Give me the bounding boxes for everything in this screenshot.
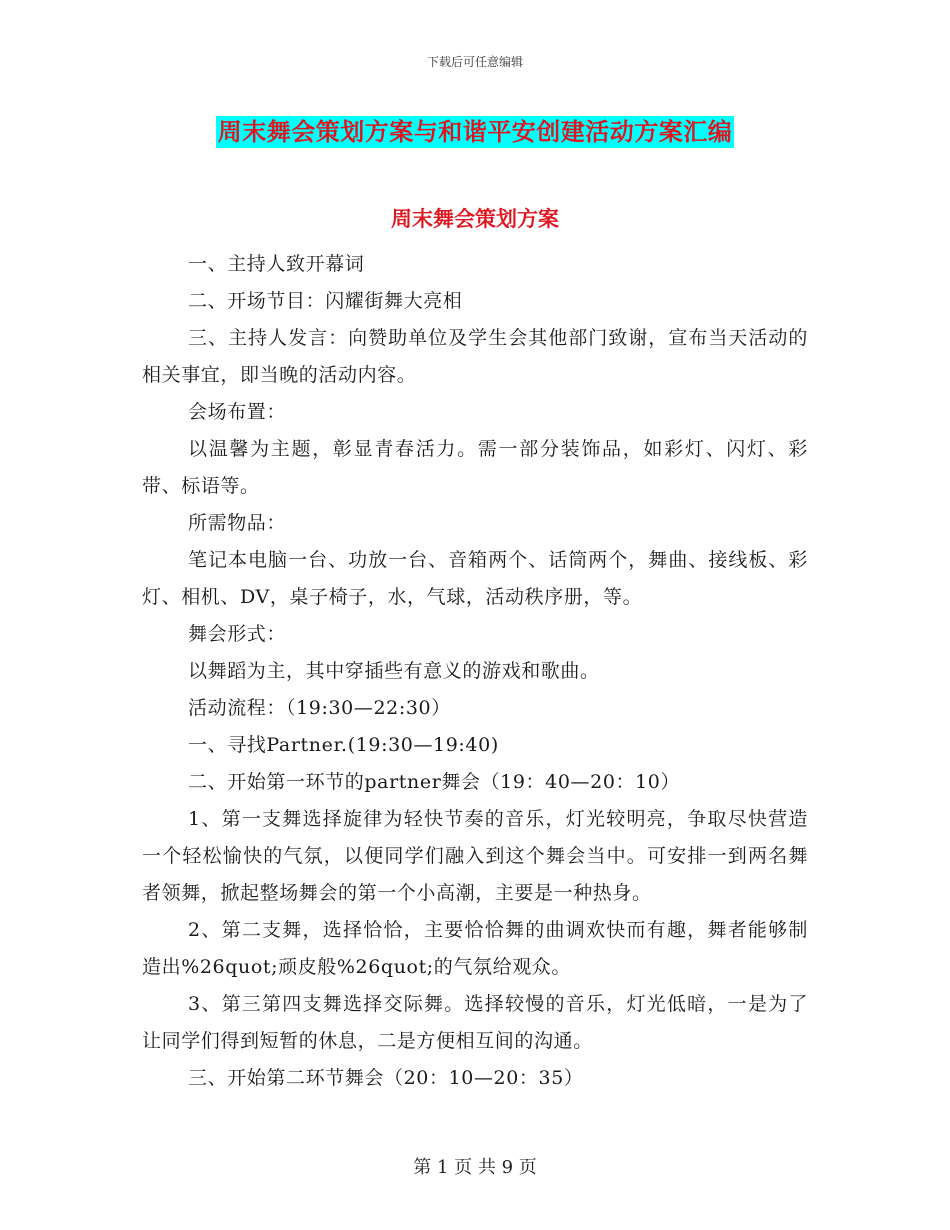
page-footer: 第 1 页 共 9 页 xyxy=(413,1157,537,1178)
paragraph: 二、开场节目：闪耀街舞大亮相 xyxy=(188,290,463,312)
paragraph: 笔记本电脑一台、功放一台、音箱两个、话筒两个，舞曲、接线板、彩灯、相机、DV，桌子椅子，水，气球，活动秩序册，等。 xyxy=(142,549,808,608)
paragraph: 二、开始第一环节的partner舞会（19：40—20：10） xyxy=(188,771,681,793)
paragraph: 所需物品： xyxy=(188,512,287,534)
page-header: 下载后可任意编辑 xyxy=(426,55,523,69)
paragraph: 2、第二支舞，选择恰恰，主要恰恰舞的曲调欢快而有趣，舞者能够制造出%26quot;顽皮般%26quot;的气氛给观众。 xyxy=(142,919,808,978)
paragraph: 一、主持人致开幕词 xyxy=(188,253,365,275)
paragraph: 舞会形式： xyxy=(188,623,287,645)
document-title xyxy=(0,112,950,147)
document-body xyxy=(142,246,808,1097)
paragraph: 1、第一支舞选择旋律为轻快节奏的音乐，灯光较明亮，争取尽快营造一个轻松愉快的气氛，以便同学们融入到这个舞会当中。可安排一到两名舞者领舞，掀起整场舞会的第一个小高潮，主要是一种热身。 xyxy=(142,808,808,904)
paragraph: 以温馨为主题，彰显青春活力。需一部分装饰品，如彩灯、闪灯、彩带、标语等。 xyxy=(142,438,808,497)
paragraph: 以舞蹈为主，其中穿插些有意义的游戏和歌曲。 xyxy=(188,660,600,682)
paragraph: 活动流程：（19:30—22:30） xyxy=(188,697,451,719)
document-title-text: 周末舞会策划方案与和谐平安创建活动方案汇编 xyxy=(217,118,733,146)
paragraph: 一、寻找Partner.(19:30—19:40) xyxy=(188,734,499,756)
paragraph: 三、开始第二环节舞会（20：10—20：35） xyxy=(188,1067,584,1089)
paragraph: 三、主持人发言：向赞助单位及学生会其他部门致谢，宣布当天活动的相关事宜，即当晚的活动内容。 xyxy=(142,327,808,386)
paragraph: 会场布置： xyxy=(188,401,287,423)
section-title: 周末舞会策划方案 xyxy=(391,207,559,231)
paragraph: 3、第三第四支舞选择交际舞。选择较慢的音乐，灯光低暗，一是为了让同学们得到短暂的休息，二是方便相互间的沟通。 xyxy=(142,993,808,1052)
